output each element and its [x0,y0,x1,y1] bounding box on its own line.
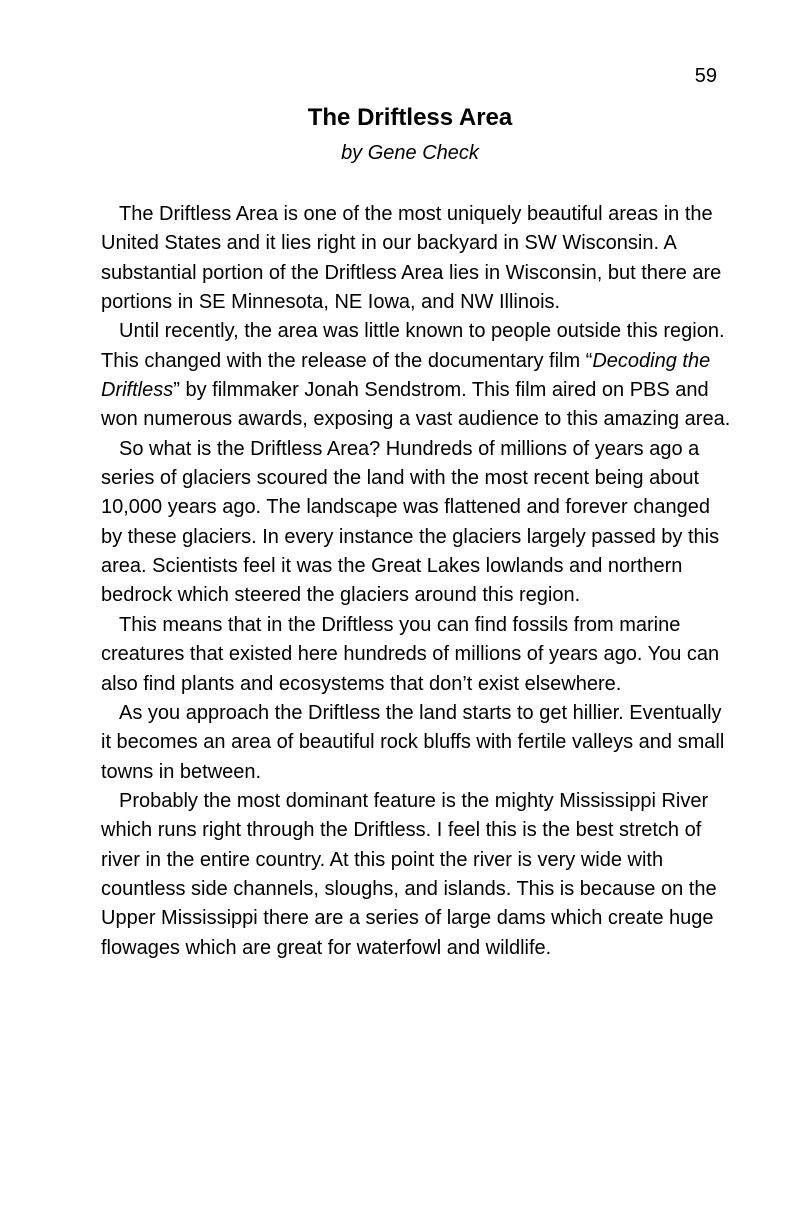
page-number: 59 [694,65,717,87]
paragraph-1: The Driftless Area is one of the most uniquely beautiful areas in the United States and it lies right in our backyard in SW Wisconsin. A substantial portion of the Driftless Area lies in Wisconsin, but there are portions in SE Minnesota, NE Iowa, and NW Illinois. [101,203,722,314]
paragraph-6: Probably the most dominant feature is the mighty Mississippi River which runs right through the Driftless. I feel this is the best stretch of river in the entire country. At this point the river is very wide with countless side channels, sloughs, and islands. This is because on the Upper Mississippi there are a series of large dams which create huge flowages which are great for waterfowl and wildlife. [101,789,717,959]
paragraph-2 [101,317,731,434]
film-title: Decoding the Driftless [101,349,711,402]
paragraph-2-rest: ” by filmmaker Jonah Sendstrom. This film aired on PBS and won numerous awards, exposing a vast audience to this amazing area. [101,379,731,431]
article-byline: by Gene Check [341,142,479,164]
paragraph-5: As you approach the Driftless the land starts to get hillier. Eventually it becomes an area of beautiful rock bluffs with fertile valleys and small towns in between. [101,701,725,783]
article-title: The Driftless Area [307,104,513,131]
paragraph-4: This means that in the Driftless you can find fossils from marine creatures that existed here hundreds of millions of years ago. You can also find plants and ecosystems that don’t exist elsewhere. [101,613,720,695]
article-body [101,200,731,963]
paragraph-2-intro: Until recently, the area was little known to people outside this region. This changed with the release of the documentary film “ [101,320,725,372]
paragraph-3: So what is the Driftless Area? Hundreds of millions of years ago a series of glaciers scoured the land with the most recent being about 10,000 years ago. The landscape was flattened and forever changed by these glaciers. In every instance the glaciers largely passed by this area. Scientists feel it was the Great Lakes lowlands and northern bedrock which steered the glaciers around this region. [101,437,720,607]
